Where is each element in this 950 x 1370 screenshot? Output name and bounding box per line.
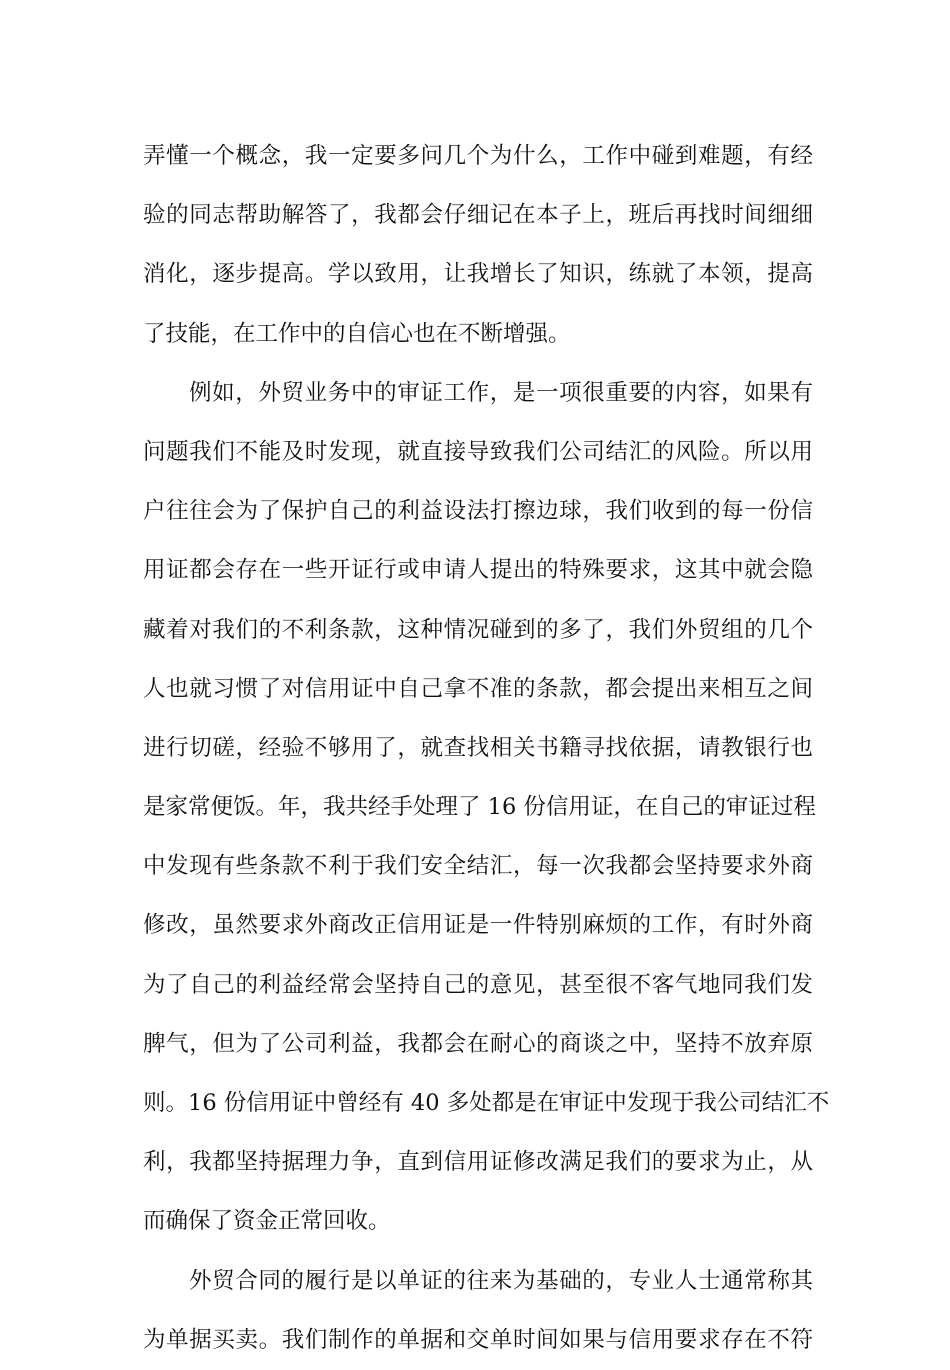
text-line: 是家常便饭。年，我共经手处理了 16 份信用证，在自己的审证过程 [143,794,816,821]
text-line: 用证都会存在一些开证行或申请人提出的特殊要求，这其中就会隐 [143,557,813,584]
text-line: 消化，逐步提高。学以致用，让我增长了知识，练就了本领，提高 [143,261,813,288]
document-body [143,127,830,1370]
text-line: 例如，外贸业务中的审证工作，是一项很重要的内容，如果有 [189,379,813,406]
text-line: 了技能，在工作中的自信心也在不断增强。 [143,320,571,347]
text-line: 利，我都坚持据理力争，直到信用证修改满足我们的要求为止，从 [143,1149,813,1176]
paragraph-1 [143,127,813,364]
text-line: 弄懂一个概念，我一定要多问几个为什么，工作中碰到难题，有经 [143,143,813,169]
paragraph-2 [143,364,830,1252]
text-line: 藏着对我们的不利条款，这种情况碰到的多了，我们外贸组的几个 [143,616,813,643]
text-line: 人也就习惯了对信用证中自己拿不准的条款，都会提出来相互之间 [143,675,813,702]
text-line: 验的同志帮助解答了，我都会仔细记在本子上，班后再找时间细细 [143,202,813,229]
paragraph-3 [143,1252,813,1370]
text-line: 而确保了资金正常回收。 [143,1208,391,1235]
text-line: 修改，虽然要求外商改正信用证是一件特别麻烦的工作，有时外商 [143,912,813,939]
text-line: 外贸合同的履行是以单证的往来为基础的，专业人士通常称其 [189,1267,813,1294]
text-line: 为单据买卖。我们制作的单据和交单时间如果与信用要求存在不符 [143,1326,813,1353]
text-line: 户往往会为了保护自己的利益设法打擦边球，我们收到的每一份信 [143,498,813,525]
text-line: 脾气，但为了公司利益，我都会在耐心的商谈之中，坚持不放弃原 [143,1030,813,1057]
text-line: 为了自己的利益经常会坚持自己的意见，甚至很不客气地同我们发 [143,971,813,998]
text-line: 则。16 份信用证中曾经有 40 多处都是在审证中发现于我公司结汇不 [143,1090,830,1116]
text-line: 中发现有些条款不利于我们安全结汇，每一次我都会坚持要求外商 [143,853,813,880]
text-line: 进行切磋，经验不够用了，就查找相关书籍寻找依据，请教银行也 [143,734,813,761]
text-line: 问题我们不能及时发现，就直接导致我们公司结汇的风险。所以用 [143,438,813,465]
